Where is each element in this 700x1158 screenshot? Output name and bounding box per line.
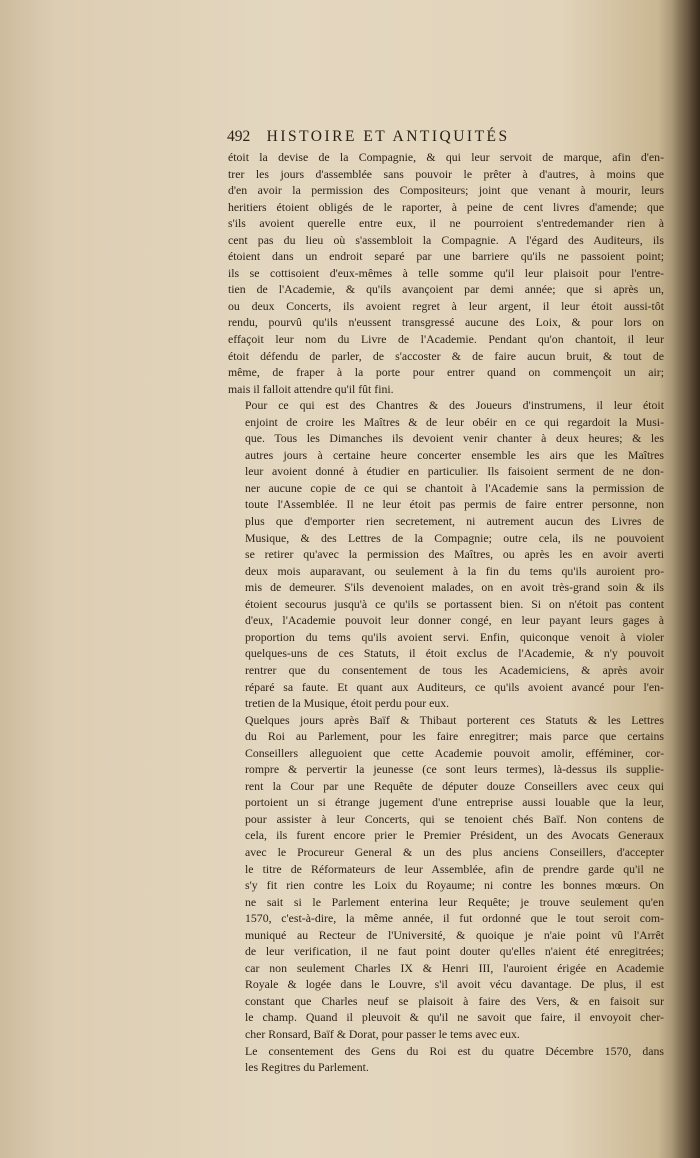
text-line: ne sait si le Parlement enterina leur Requête; je trouve seulement qu'en — [245, 894, 664, 909]
text-line: Musique, & des Lettres de la Compagnie; outre cela, ils ne pouvoient — [245, 530, 664, 545]
text-line: cela, ils furent encore prier le Premier Président, un des Avocats Generaux — [245, 828, 664, 843]
text-line: heritiers étoient obligés de le raporter, à peine de cent livres d'amende; que — [228, 199, 664, 214]
text-line: 1570, c'est-à-dire, la même année, il fut ordonné que le tout seroit com- — [245, 911, 664, 926]
text-line: deux mois auparavant, ou seulement à la fin du tems qu'ils auroient pro- — [245, 563, 664, 578]
text-line: portoient un si étrange jugement d'une entreprise aussi louable que la leur, — [245, 795, 664, 810]
text-line: effaçoit leur nom du Livre de l'Academie. Pendant qu'on chantoit, il leur — [228, 332, 664, 347]
text-line: leur avoient donné à étudier en particulier. Ils faisoient serment de ne don- — [245, 464, 664, 479]
paragraph — [228, 1043, 664, 1076]
text-line: Conseillers alleguoient que cette Academie pouvoit amolir, efféminer, cor- — [245, 745, 664, 760]
text-line: trer les jours d'assemblée sans pouvoir le prêter à d'autres, à moins que — [228, 166, 664, 181]
text-line: les Regitres du Parlement. — [245, 1060, 369, 1075]
text-line: Royale & logée dans le Louvre, s'il avoit vécu davantage. De plus, il est — [245, 977, 664, 992]
paragraph — [228, 712, 664, 1043]
text-line: tretien de la Musique, étoit perdu pour eux. — [245, 696, 450, 711]
text-line: s'ils avoient querelle entre eux, il ne pourroient s'entredemander rien à — [228, 216, 664, 231]
text-line: le champ. Quand il pleuvoit & qu'il ne savoit que faire, il envoyoit cher- — [245, 1010, 664, 1025]
text-line: étoient secourus jusqu'à ce qu'ils se portassent bien. Si on n'étoit pas content — [245, 596, 664, 611]
text-line: rompre & pervertir la jeunesse (ce sont leurs termes), là-dessus ils supplie- — [245, 762, 664, 777]
text-line: car non seulement Charles IX & Henri III, l'auroient érigée en Academie — [245, 960, 664, 975]
text-line: enjoint de croire les Maîtres & de leur obéir en ce qui regardoit la Musi- — [245, 414, 664, 429]
running-head — [227, 128, 659, 146]
text-line: Quelques jours après Baïf & Thibaut porterent ces Statuts & les Lettres — [245, 712, 664, 727]
text-line: rent la Cour par une Requête de députer douze Conseillers avec ceux qui — [245, 778, 664, 793]
text-line: mais il falloit attendre qu'il fût fini. — [228, 381, 394, 396]
page-number: 492 — [227, 128, 251, 145]
text-line: toute l'Assemblée. Il ne leur étoit pas permis de faire entrer personne, non — [245, 497, 664, 512]
text-line: se retirer qu'avec la permission des Maîtres, ou après les en avoir averti — [245, 547, 664, 562]
text-line: même, de fraper à la porte pour entrer quand on commençoit un air; — [228, 365, 664, 380]
text-line: Pour ce qui est des Chantres & des Joueurs d'instrumens, il leur étoit — [245, 398, 664, 413]
text-line: que. Tous les Dimanches ils devoient venir chanter à deux heures; & les — [245, 431, 664, 446]
text-line: s'y fit rien contre les Loix du Royaume; ni contre les bonnes mœurs. On — [245, 878, 664, 893]
text-line: quelques-uns de ces Statuts, il étoit exclus de l'Academie, & n'y pouvoit — [245, 646, 664, 661]
text-line: étoit défendu de parler, de s'accoster & de faire aucun bruit, & tout de — [228, 348, 664, 363]
text-line: cher Ronsard, Baïf & Dorat, pour passer le tems avec eux. — [245, 1026, 520, 1041]
running-title: HISTOIRE ET ANTIQUITÉS — [266, 128, 510, 145]
body-text — [228, 149, 664, 1076]
text-line: avec le Procureur General & un des plus anciens Conseillers, d'accepter — [245, 844, 664, 859]
text-line: proportion du tems qu'ils avoient servi. Enfin, quiconque venoit à violer — [245, 629, 664, 644]
text-line: étoient dans un endroit separé par une barriere qu'ils ne passoient point; — [228, 249, 664, 264]
text-line: pour assister à leur Concerts, qui se tenoient chés Baïf. Non contens de — [245, 811, 664, 826]
paragraph — [228, 397, 664, 711]
text-line: rentrer que du consentement de tous les Academiciens, & après avoir — [245, 662, 664, 677]
text-line: d'eux, l'Academie pouvoit leur donner congé, en leur payant leurs gages à — [245, 613, 664, 628]
text-line: le titre de Réformateurs de leur Assemblée, afin de prendre garde qu'il ne — [245, 861, 664, 876]
text-line: ils se cottisoient d'eux-mêmes à telle somme qu'il leur plaisoit pour l'entre- — [228, 265, 664, 280]
text-line: ner aucune copie de ce qui se chantoit à l'Academie sans la permission de — [245, 480, 664, 495]
text-line: mis de demeurer. S'ils devenoient malades, on en avoit très-grand soin & ils — [245, 580, 664, 595]
text-line: plus que d'emporter rien secretement, ni autrement aucun des Livres de — [245, 514, 664, 529]
text-line: muniqué au Recteur de l'Université, & quoique je n'aie point vû l'Arrêt — [245, 927, 664, 942]
text-line: rendu, pourvû qu'ils n'eussent transgressé aucune des Loix, & pour lors on — [228, 315, 664, 330]
page-gutter-shadow — [672, 0, 700, 1158]
text-line: d'en avoir la permission des Compositeurs; joint que venant à mourir, leurs — [228, 183, 664, 198]
text-line: étoit la devise de la Compagnie, & qui leur servoit de marque, afin d'en- — [228, 150, 664, 164]
text-line: du Roi au Parlement, pour les faire enregitrer; mais parce que certains — [245, 729, 664, 744]
text-line: constant que Charles neuf se plaisoit à faire des Vers, & en faisoit sur — [245, 993, 664, 1008]
text-line: réparé sa faute. Et quant aux Auditeurs, ce qu'ils avoient avancé pour l'en- — [245, 679, 664, 694]
text-line: de leur verification, il ne faut point douter qu'elles n'aient été enregitrées; — [245, 944, 664, 959]
text-line: tien de l'Academie, & qu'ils avançoient par demi année; que si après un, — [228, 282, 664, 297]
text-line: Le consentement des Gens du Roi est du quatre Décembre 1570, dans — [245, 1043, 664, 1058]
text-line: autres jours à certaine heure concerter ensemble les airs que les Maîtres — [245, 447, 664, 462]
text-line: ou deux Concerts, ils avoient regret à leur argent, il leur étoit aussi-tôt — [228, 298, 664, 313]
text-line: cent pas du lieu où s'assembloit la Compagnie. A l'égard des Auditeurs, ils — [228, 232, 664, 247]
paragraph — [228, 149, 664, 397]
